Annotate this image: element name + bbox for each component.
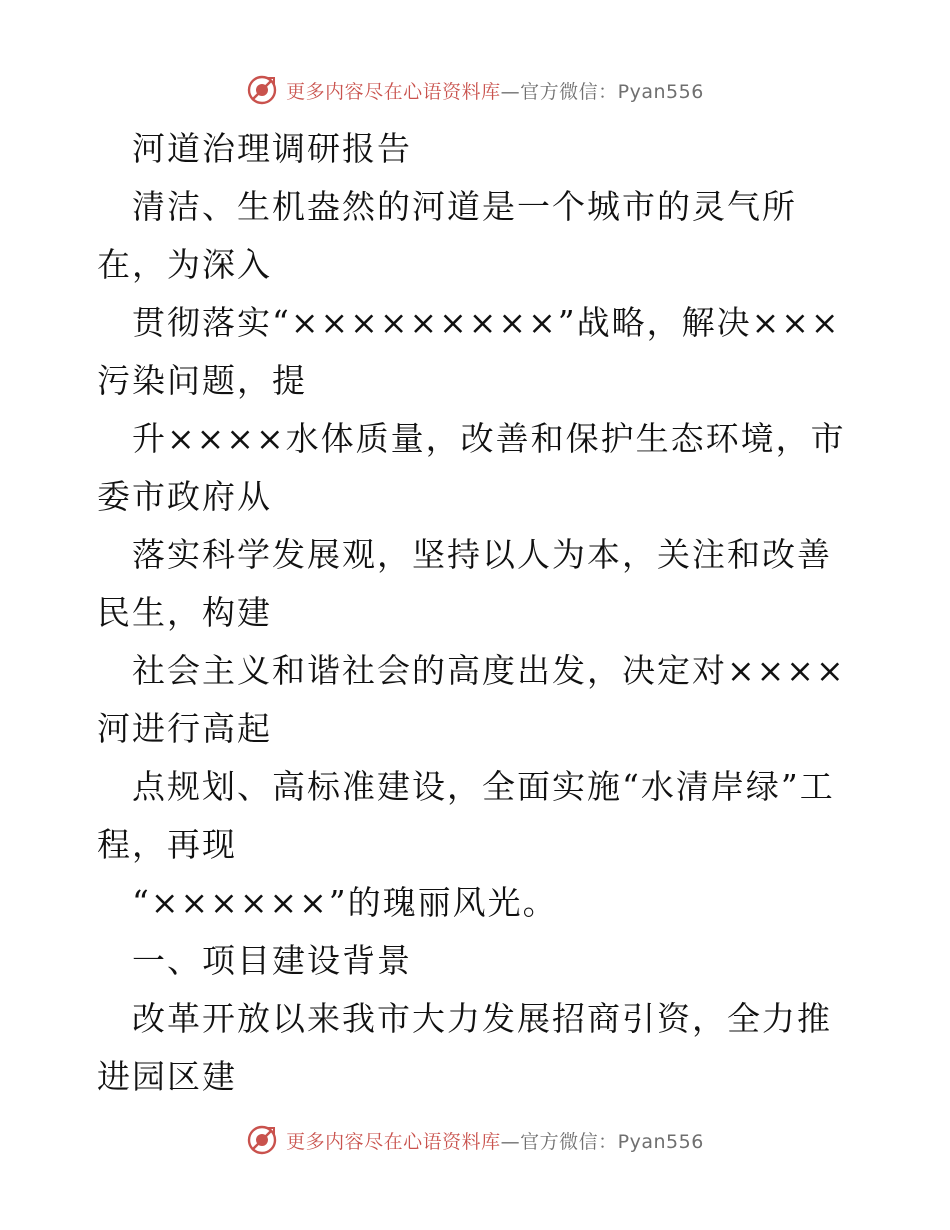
paragraph-line: 贯彻落实“×××××××××”战略，解决×××污染问题，提 — [97, 303, 841, 400]
document-title: 河道治理调研报告 — [97, 129, 412, 168]
footer-watermark — [0, 1120, 950, 1160]
watermark-text: 更多内容尽在心语资料库—官方微信：Pyan556 — [286, 1130, 704, 1153]
watermark-logo-icon — [246, 74, 278, 106]
paragraph-line: 清洁、生机盎然的河道是一个城市的灵气所在，为深入 — [97, 187, 797, 284]
paragraph-line: 落实科学发展观，坚持以人为本，关注和改善民生，构建 — [97, 535, 832, 632]
paragraph-line: 点规划、高标准建设，全面实施“水清岸绿”工程，再现 — [97, 767, 835, 864]
paragraph-line: 改革开放以来我市大力发展招商引资，全力推进园区建 — [97, 999, 832, 1096]
section-heading: 一、项目建设背景 — [97, 941, 412, 980]
header-watermark — [0, 70, 950, 110]
watermark-logo-icon — [246, 1124, 278, 1156]
document-body — [97, 120, 857, 1106]
paragraph-line: “××××××”的瑰丽风光。 — [97, 883, 558, 922]
paragraph-line: 升××××水体质量，改善和保护生态环境，市委市政府从 — [97, 419, 846, 516]
paragraph-line: 社会主义和谐社会的高度出发，决定对××××河进行高起 — [97, 651, 846, 748]
watermark-text: 更多内容尽在心语资料库—官方微信：Pyan556 — [286, 80, 704, 103]
